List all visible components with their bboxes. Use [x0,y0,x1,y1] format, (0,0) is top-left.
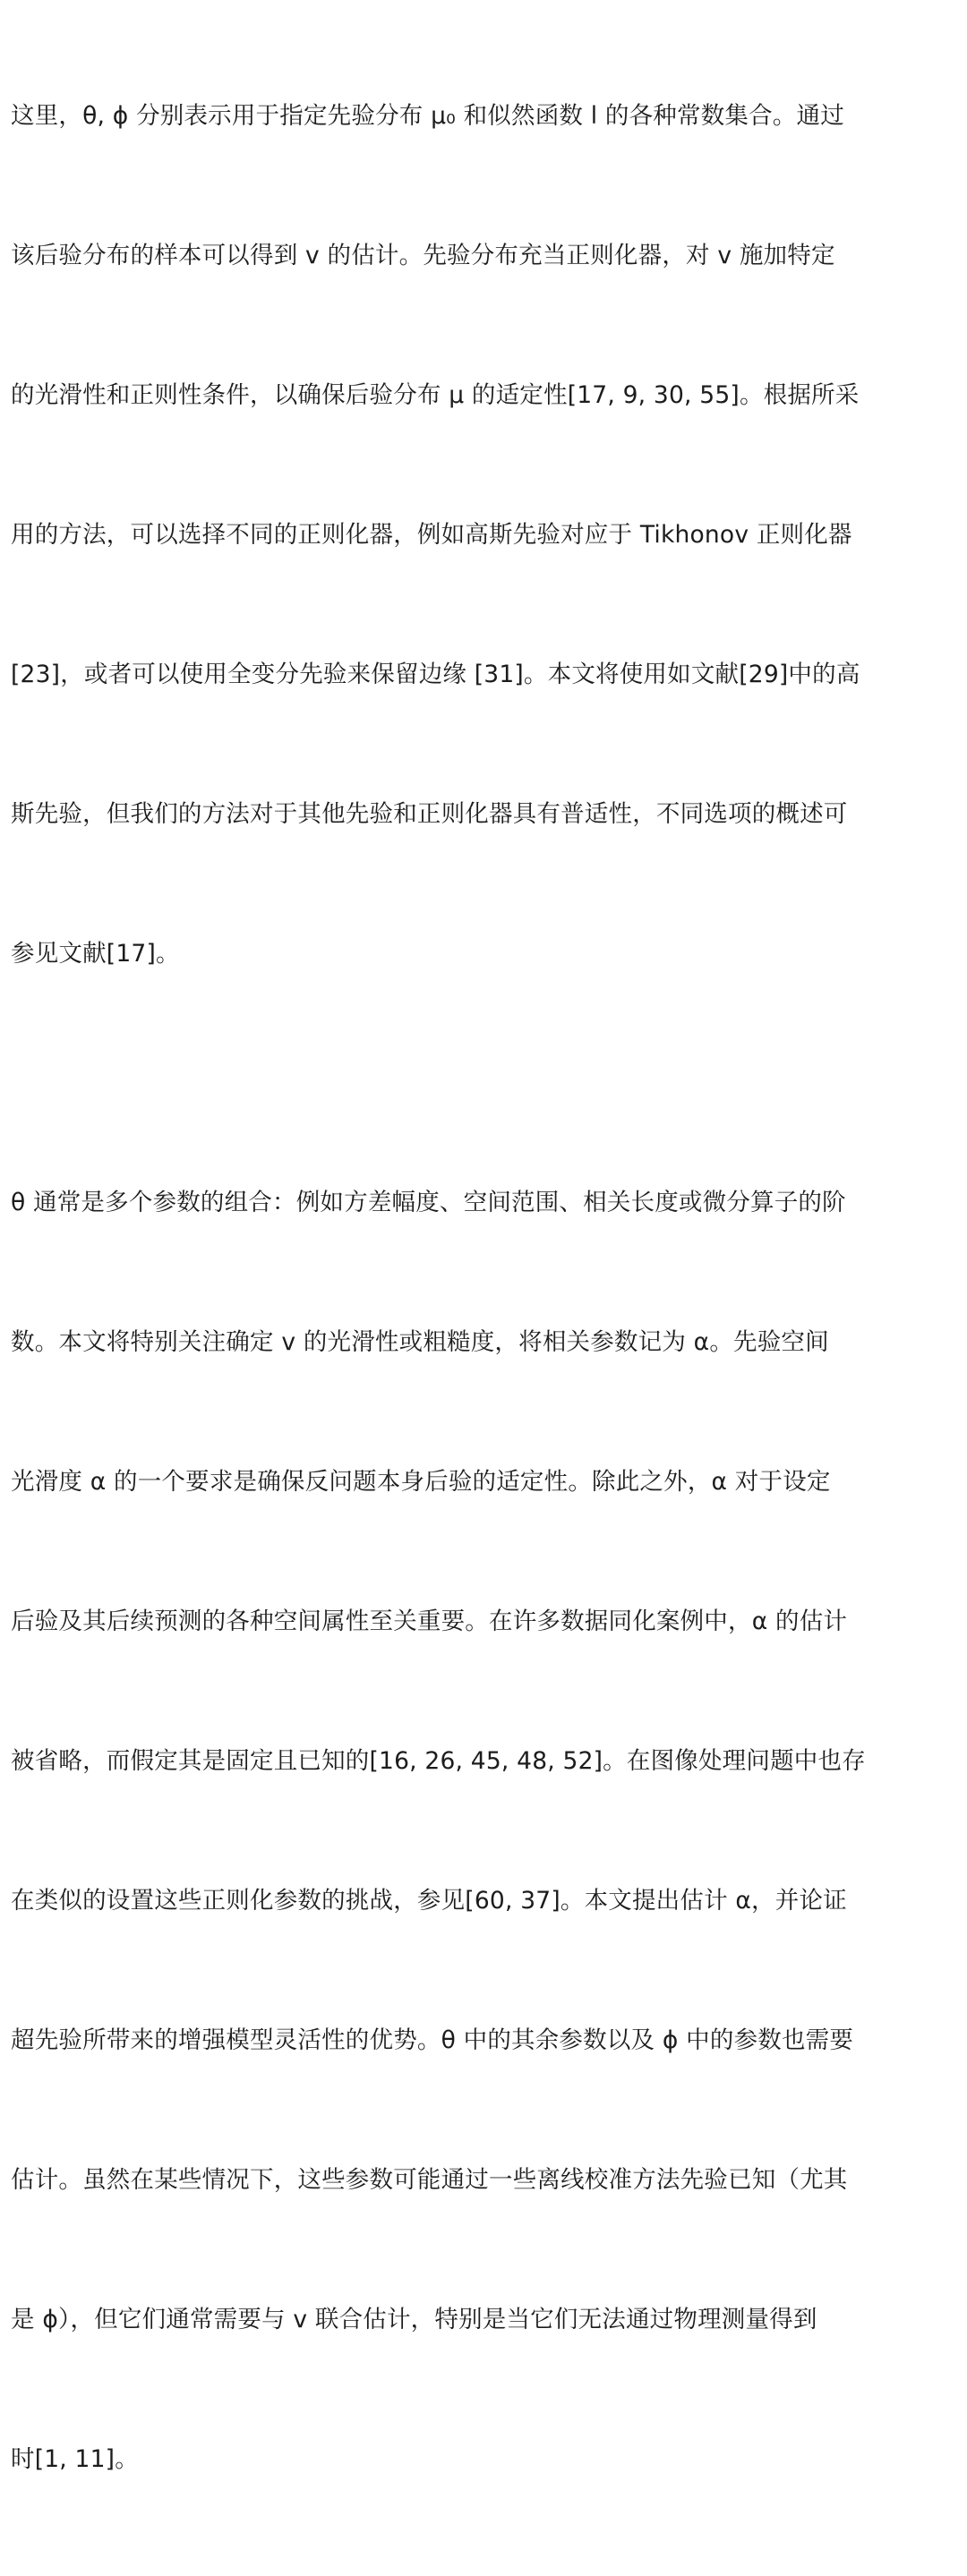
text-line: 这里，θ, ϕ 分别表示用于指定先验分布 μ₀ 和似然函数 l 的各种常数集合。通过 [11,102,844,130]
text-line: [23]，或者可以使用全变分先验来保留边缘 [31]。本文将使用如文献[29]中的高 [11,661,860,688]
text-line: 超先验所带来的增强模型灵活性的优势。θ 中的其余参数以及 ϕ 中的参数也需要 [11,2026,854,2054]
text-line: 的光滑性和正则性条件，以确保后验分布 μ 的适定性[17, 9, 30, 55]。根据所采 [11,381,860,409]
text-line: 后验及其后续预测的各种空间属性至关重要。在许多数据同化案例中，α 的估计 [11,1608,848,1635]
text-line: θ 通常是多个参数的组合：例如方差幅度、空间范围、相关长度或微分算子的阶 [11,1189,846,1216]
text-line: 斯先验，但我们的方法对于其他先验和正则化器具有普适性，不同选项的概述可 [11,800,848,828]
text-line: 该后验分布的样本可以得到 v 的估计。先验分布充当正则化器，对 v 施加特定 [11,242,835,269]
text-line: 数。本文将特别关注确定 v 的光滑性或粗糙度，将相关参数记为 α。先验空间 [11,1328,829,1356]
text-line: 在类似的设置这些正则化参数的挑战，参见[60, 37]。本文提出估计 α，并论证 [11,1887,847,1915]
text-line: 被省略，而假定其是固定且已知的[16, 26, 45, 48, 52]。在图像处理问题中也存 [11,1747,866,1775]
text-line: 参见文献[17]。 [11,940,180,968]
text-line: 是 ϕ），但它们通常需要与 v 联合估计，特别是当它们无法通过物理测量得到 [11,2306,817,2333]
paragraph-2 [11,1087,956,2576]
text-line: 时[1, 11]。 [11,2445,139,2473]
text-line: 用的方法，可以选择不同的正则化器，例如高斯先验对应于 Tikhonov 正则化器 [11,521,852,549]
paragraph-1 [11,0,956,1070]
text-line: 光滑度 α 的一个要求是确保反问题本身后验的适定性。除此之外，α 对于设定 [11,1468,831,1496]
text-line: 估计。虽然在某些情况下，这些参数可能通过一些离线校准方法先验已知（尤其 [11,2166,848,2194]
